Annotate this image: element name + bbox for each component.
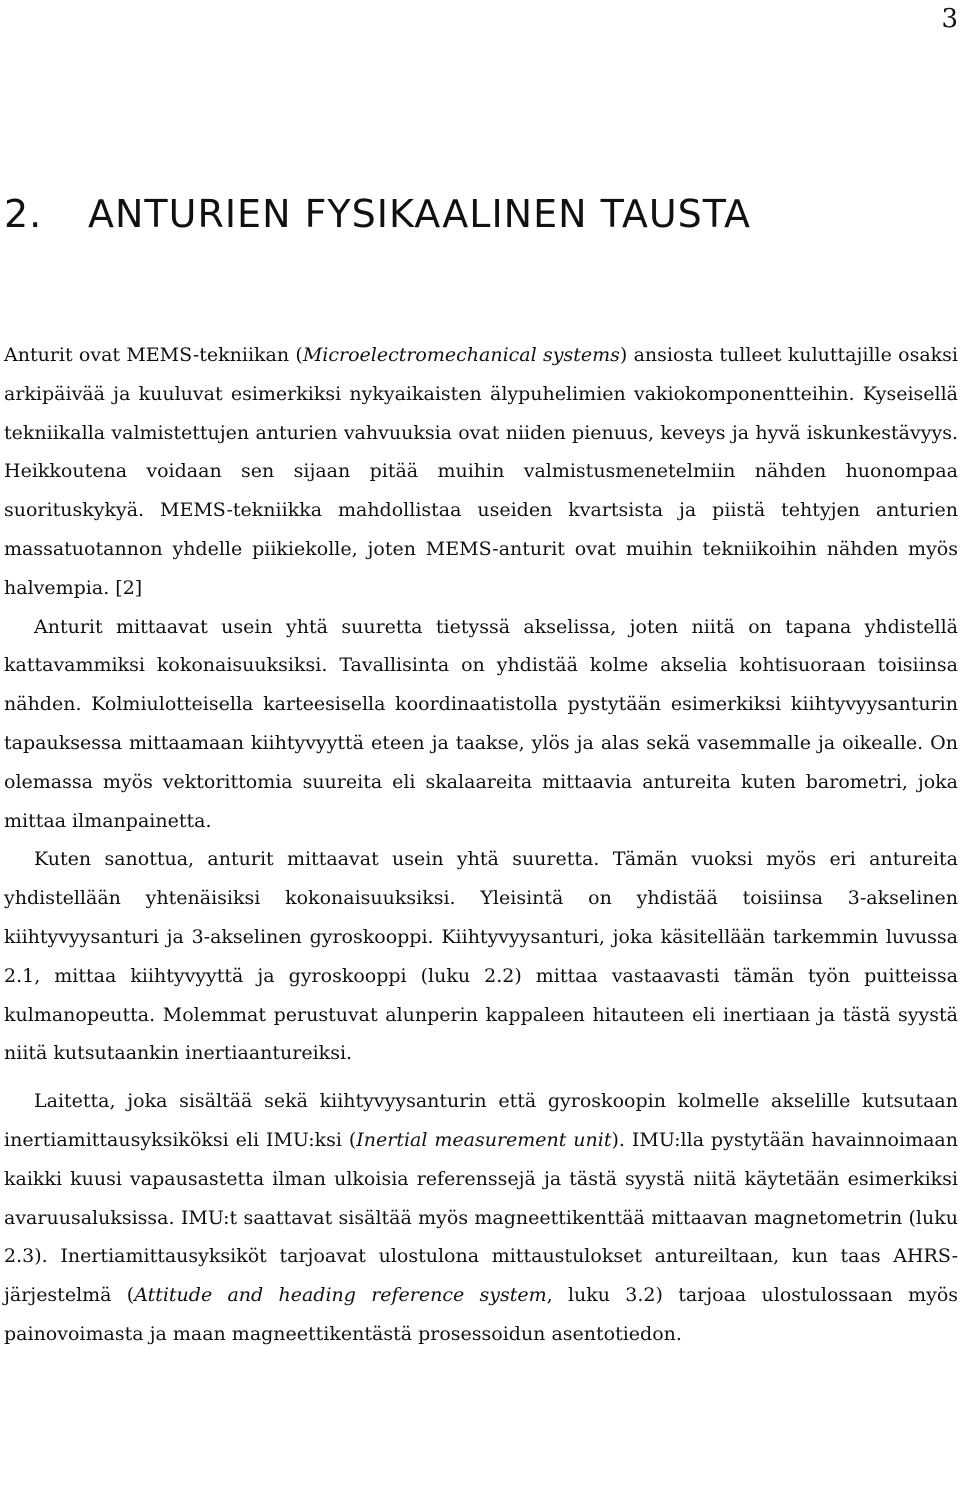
paragraph-1 (4, 336, 958, 608)
paragraph-4-text-b: ). IMU:lla pystytään havainnoimaan kaikki kuusi vapausastetta ilman ulkoisia referenssejä ja tästä syystä niitä käytetään esimerkiksi avaruusaluksissa. IMU:t saattavat sisältää myös magneettikenttää mittaavan magnetometrin (luku 2.3). Inertiamittausyksiköt tarjoavat ulostulona mittaustulokset antureiltaan, kun taas AHRS-järjestelmä ( (4, 1128, 958, 1307)
paragraph-2 (4, 608, 958, 841)
paragraph-3 (4, 840, 958, 1073)
paragraph-2-text: Anturit mittaavat usein yhtä suuretta tietyssä akselissa, joten niitä on tapana yhdistellä kattavammiksi kokonaisuuksiksi. Tavallisinta on yhdistää kolme akselia kohtisuoraan toisiinsa nähden. Kolmiulotteisella karteesisella koordinaatistolla pystytään esimerkiksi kiihtyvyysanturin tapauksessa mittaamaan kiihtyvyyttä eteen ja taakse, ylös ja alas sekä vasemmalle ja oikealle. On olemassa myös vektorittomia suureita eli skalaareita mittaavia antureita kuten barometri, joka mittaa ilmanpainetta. (4, 615, 958, 832)
paragraph-4 (4, 1082, 958, 1354)
chapter-title-text: ANTURIEN FYSIKAALINEN TAUSTA (88, 192, 752, 236)
term-imu: Inertial measurement unit (356, 1128, 612, 1151)
paragraph-1-text-a: Anturit ovat MEMS-tekniikan ( (4, 344, 303, 366)
page-number: 3 (941, 4, 958, 34)
chapter-number: 2. (4, 192, 43, 236)
paragraph-4-text-a: Laitetta, joka sisältää sekä kiihtyvyysanturin että gyroskoopin kolmelle akselille kutsutaan inertiamittausyksiköksi eli IMU:ksi ( (4, 1090, 958, 1151)
paragraph-1-text-b: ) ansiosta tulleet kuluttajille osaksi arkipäivää ja kuuluvat esimerkiksi nykyaikaisten älypuhelimien vakiokomponentteihin. Kyseisellä tekniikalla valmistettujen anturien vahvuuksia ovat niiden pienuus, keveys ja hyvä iskunkestävyys. Heikkoutena voidaan sen sijaan pitää muihin valmistusmenetelmiin nähden huonompaa suorituskykyä. MEMS-tekniikka mahdollistaa useiden kvartsista ja piistä tehtyjen anturien massatuotannon yhdelle piikiekolle, joten MEMS-anturit ovat muihin tekniikoihin nähden myös halvempia. [2] (4, 344, 959, 599)
term-mems: Microelectromechanical systems (302, 344, 620, 366)
paragraph-3-text: Kuten sanottua, anturit mittaavat usein yhtä suuretta. Tämän vuoksi myös eri antureita yhdistellään yhtenäisiksi kokonaisuuksiksi. Yleisintä on yhdistää toisiinsa 3-akselinen kiihtyvyysanturi ja 3-akselinen gyroskooppi. Kiihtyvyysanturi, joka käsitellään tarkemmin luvussa 2.1, mittaa kiihtyvyyttä ja gyroskooppi (luku 2.2) mittaa vastaavasti tämän työn puitteissa kulmanopeutta. Molemmat perustuvat alunperin kappaleen hitauteen eli inertiaan ja tästä syystä niitä kutsutaankin inertiaantureiksi. (4, 848, 958, 1065)
body-text (4, 336, 958, 1354)
term-ahrs: Attitude and heading reference system (134, 1284, 547, 1307)
paragraph-4-text-c: , luku 3.2) tarjoaa ulostulossaan myös painovoimasta ja maan magneettikentästä prosessoidun asentotiedon. (4, 1284, 959, 1345)
chapter-title (4, 190, 751, 238)
